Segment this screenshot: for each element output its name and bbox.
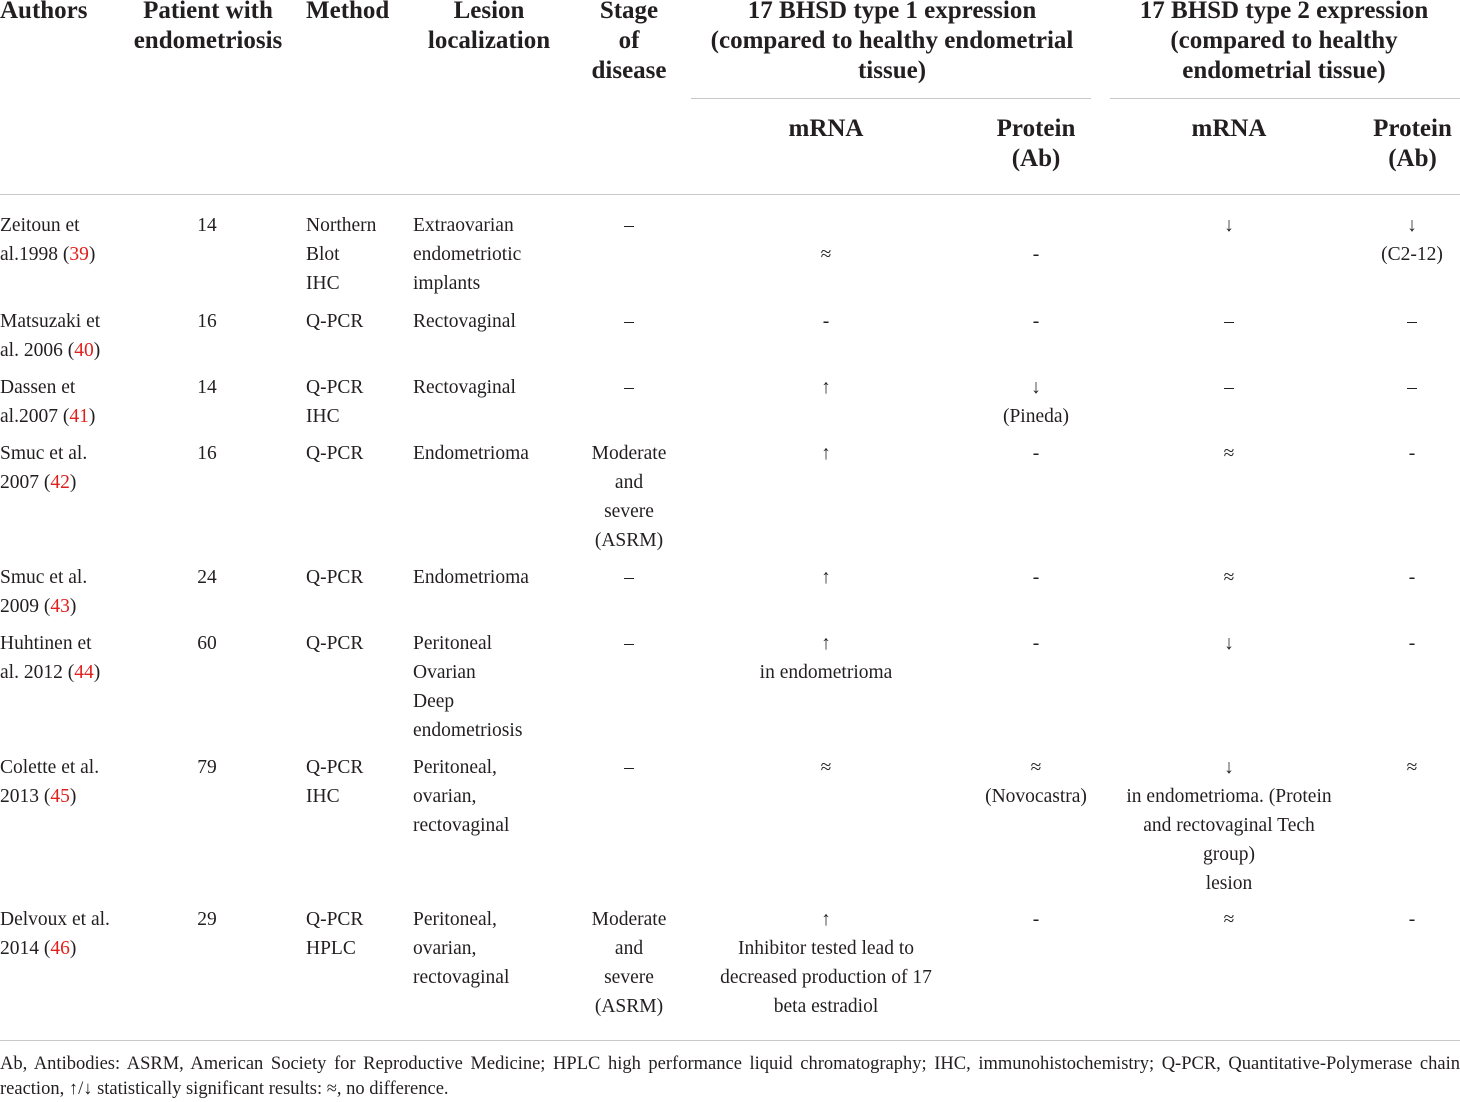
cell-type1-protein: ≈ (Novocastra) <box>985 757 1087 807</box>
col-header-method: Method <box>306 0 390 24</box>
header-bottom-rule <box>0 194 1460 195</box>
cell-type2-protein: ≈ <box>1406 757 1418 778</box>
cell-method: Q-PCR IHC <box>306 377 364 427</box>
col-header-type2-mrna: mRNA <box>1191 115 1267 142</box>
cell-method: Northern Blot IHC <box>306 215 377 294</box>
cell-type1-mrna: ↑ <box>821 377 831 398</box>
row-author: Smuc et al. 2009 (43) <box>0 567 88 617</box>
cell-type1-mrna: ↑ in endometrioma <box>759 633 893 683</box>
cell-type2-mrna: ↓ <box>1224 215 1234 236</box>
table-footnote: Ab, Antibodies: ASRM, American Society for Reproductive Medicine; HPLC high performance liquid chromatography; IHC, immunohistochemistry; Q-PCR, Quantitative-Polymerase chain reaction, ↑/↓ statistically significant results: ≈, no difference. <box>0 1054 1460 1099</box>
cell-patients: 60 <box>197 633 217 654</box>
cell-lesion: Endometrioma <box>413 567 529 588</box>
reference-link[interactable]: 41 <box>69 406 89 427</box>
cell-type1-protein: - <box>1032 443 1040 464</box>
author-name: Smuc et al. 2007 <box>0 443 88 493</box>
cell-type2-protein: - <box>1408 567 1416 588</box>
cell-type1-protein: - <box>1032 633 1040 654</box>
reference-link[interactable]: 42 <box>50 472 70 493</box>
cell-method: Q-PCR <box>306 443 364 464</box>
cell-method: Q-PCR <box>306 567 364 588</box>
col-header-type2-protein: Protein (Ab) <box>1373 115 1452 172</box>
cell-lesion: Endometrioma <box>413 443 529 464</box>
col-header-type2-expression: 17 BHSD type 2 expression (compared to healthy endometrial tissue) <box>1139 0 1429 84</box>
col-header-authors: Authors <box>0 0 88 24</box>
row-author: Smuc et al. 2007 (42) <box>0 443 88 493</box>
cell-type2-protein: - <box>1408 633 1416 654</box>
cell-stage: – <box>624 311 634 332</box>
cell-lesion: Rectovaginal <box>413 311 516 332</box>
cell-type1-mrna: ↑ Inhibitor tested lead to decreased production of 17 beta estradiol <box>720 909 932 1017</box>
reference-link[interactable]: 44 <box>74 662 94 683</box>
cell-type2-mrna: ≈ <box>1223 443 1235 464</box>
row-author: Dassen et al.2007 (41) <box>0 377 96 427</box>
cell-patients: 16 <box>197 311 217 332</box>
author-name: Colette et al. 2013 <box>0 757 100 807</box>
cell-lesion: Peritoneal Ovarian Deep endometriosis <box>413 633 523 741</box>
cell-patients: 29 <box>197 909 217 930</box>
cell-type1-mrna: ≈ <box>820 244 832 265</box>
col-header-type1-protein: Protein (Ab) <box>996 115 1076 172</box>
cell-lesion: Peritoneal, ovarian, rectovaginal <box>413 757 510 836</box>
cell-lesion: Rectovaginal <box>413 377 516 398</box>
cell-type1-protein: - <box>1032 909 1040 930</box>
cell-stage: Moderate and severe (ASRM) <box>591 443 667 551</box>
cell-type2-mrna: ≈ <box>1223 909 1235 930</box>
reference-link[interactable]: 43 <box>50 596 70 617</box>
row-author: Colette et al. 2013 (45) <box>0 757 100 807</box>
author-name: Huhtinen et al. 2012 <box>0 633 92 683</box>
cell-type2-protein: – <box>1407 377 1417 398</box>
cell-patients: 16 <box>197 443 217 464</box>
cell-stage: – <box>624 215 634 236</box>
reference-link[interactable]: 45 <box>50 786 70 807</box>
cell-method: Q-PCR IHC <box>306 757 364 807</box>
row-author: Delvoux et al. 2014 (46) <box>0 909 110 959</box>
cell-stage: – <box>624 567 634 588</box>
author-name: Delvoux et al. 2014 <box>0 909 110 959</box>
cell-type2-protein: ↓ (C2-12) <box>1381 215 1443 265</box>
cell-type1-protein: - <box>1032 244 1040 265</box>
row-author: Huhtinen et al. 2012 (44) <box>0 633 101 683</box>
author-name: Matsuzaki et al. 2006 <box>0 311 101 361</box>
cell-type2-mrna: ↓ <box>1224 633 1234 654</box>
reference-link[interactable]: 40 <box>74 340 94 361</box>
col-header-type1-expression: 17 BHSD type 1 expression (compared to healthy endometrial tissue) <box>710 0 1074 84</box>
cell-type1-protein: ↓ (Pineda) <box>1002 377 1070 427</box>
col-header-patients: Patient with endometriosis <box>133 0 283 54</box>
cell-type1-mrna: ↑ <box>821 443 831 464</box>
cell-type1-mrna: - <box>822 311 830 332</box>
cell-patients: 79 <box>197 757 217 778</box>
cell-type2-protein: - <box>1408 443 1416 464</box>
cell-method: Q-PCR <box>306 633 364 654</box>
cell-type2-protein: – <box>1407 311 1417 332</box>
cell-lesion: Extraovarian endometriotic implants <box>413 215 522 294</box>
reference-link[interactable]: 46 <box>50 938 70 959</box>
cell-type1-mrna: ≈ <box>820 757 832 778</box>
type2-underline <box>1110 98 1460 99</box>
cell-stage: – <box>624 757 634 778</box>
cell-type2-protein: - <box>1408 909 1416 930</box>
cell-lesion: Peritoneal, ovarian, rectovaginal <box>413 909 510 988</box>
col-header-type1-mrna: mRNA <box>788 115 864 142</box>
author-name: Zeitoun et al.1998 <box>0 215 80 265</box>
cell-stage: – <box>624 633 634 654</box>
col-header-lesion: Lesion localization <box>427 0 551 54</box>
author-name: Smuc et al. 2009 <box>0 567 88 617</box>
cell-type1-mrna: ↑ <box>821 567 831 588</box>
cell-patients: 24 <box>197 567 217 588</box>
cell-type2-mrna: – <box>1224 311 1234 332</box>
table-bottom-rule <box>0 1040 1460 1041</box>
cell-type1-protein: - <box>1032 311 1040 332</box>
reference-link[interactable]: 39 <box>69 244 89 265</box>
cell-type2-mrna: ↓ in endometrioma. (Protein and rectovaginal Tech group) lesion <box>1126 757 1332 894</box>
row-author: Zeitoun et al.1998 (39) <box>0 215 96 265</box>
cell-patients: 14 <box>197 215 217 236</box>
cell-patients: 14 <box>197 377 217 398</box>
cell-type2-mrna: ≈ <box>1223 567 1235 588</box>
cell-type1-protein: - <box>1032 567 1040 588</box>
col-header-stage: Stage of disease <box>591 0 667 84</box>
author-name: Dassen et al.2007 <box>0 377 76 427</box>
cell-stage: – <box>624 377 634 398</box>
cell-type2-mrna: – <box>1224 377 1234 398</box>
cell-method: Q-PCR HPLC <box>306 909 364 959</box>
cell-method: Q-PCR <box>306 311 364 332</box>
cell-stage: Moderate and severe (ASRM) <box>591 909 667 1017</box>
type1-underline <box>691 98 1091 99</box>
row-author: Matsuzaki et al. 2006 (40) <box>0 311 101 361</box>
